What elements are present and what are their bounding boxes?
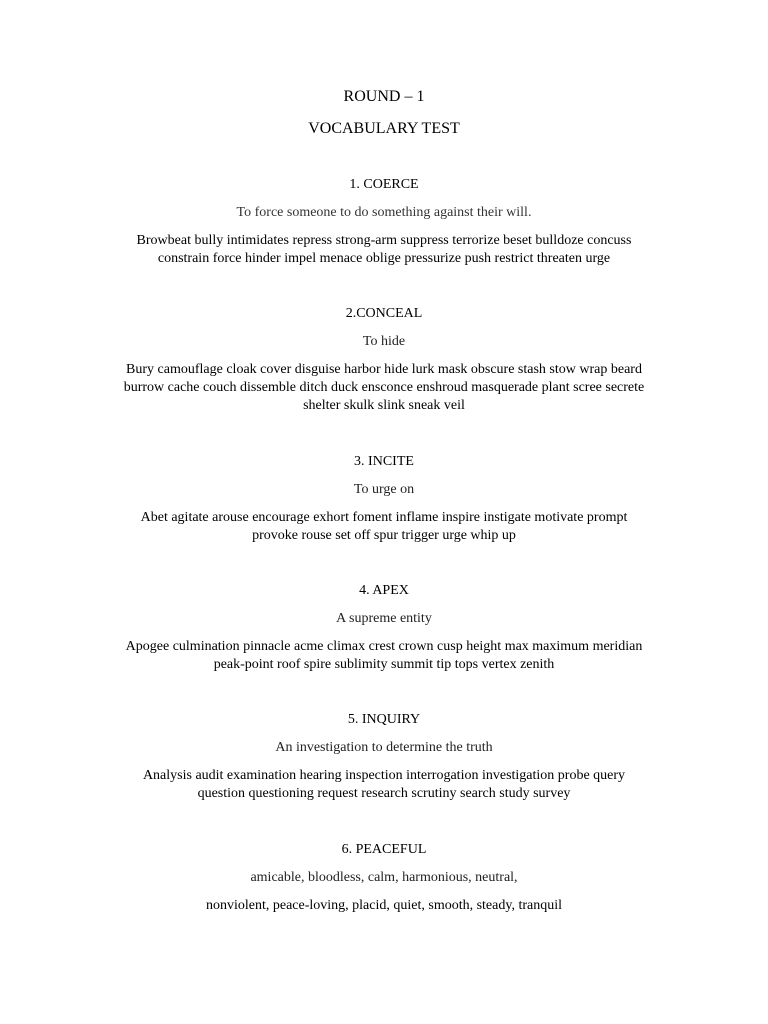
entry-synonyms [84, 638, 684, 674]
synonyms-line: Analysis audit examination hearing inspection interrogation investigation probe query [142, 768, 626, 783]
synonyms-line: provoke rouse set off spur trigger urge whip up [252, 528, 516, 543]
entry-synonyms [84, 509, 684, 545]
entry-word: 6. PEACEFUL [341, 842, 427, 857]
synonyms-line: burrow cache couch dissemble ditch duck ensconce enshroud masquerade plant scree secrete [123, 380, 645, 395]
entry-word: 5. INQUIRY [347, 712, 421, 727]
vocab-entry-peaceful [84, 841, 684, 915]
page-title: VOCABULARY TEST [308, 120, 460, 137]
entry-synonyms [84, 361, 684, 415]
entry-word: 3. INCITE [354, 454, 414, 469]
vocab-entry-incite [84, 453, 684, 545]
entry-definition: An investigation to determine the truth [275, 740, 493, 755]
synonyms-line: Abet agitate arouse encourage exhort foment inflame inspire instigate motivate prompt [140, 510, 628, 525]
entry-definition: amicable, bloodless, calm, harmonious, neutral, [250, 870, 518, 885]
entry-word: 4. APEX [359, 583, 409, 598]
entry-word: 2.CONCEAL [345, 306, 423, 321]
synonyms-line: nonviolent, peace-loving, placid, quiet, smooth, steady, tranquil [205, 898, 562, 913]
synonyms-line: Apogee culmination pinnacle acme climax crest crown cusp height max maximum meridian [125, 639, 643, 654]
synonyms-line: Browbeat bully intimidates repress strong-arm suppress terrorize beset bulldoze concuss [136, 233, 632, 248]
synonyms-line: peak-point roof spire sublimity summit tip tops vertex zenith [213, 657, 555, 672]
vocab-entry-coerce [84, 176, 684, 268]
entry-definition: To urge on [353, 482, 415, 497]
synonyms-line: shelter skulk slink sneak veil [303, 398, 465, 413]
entry-synonyms [84, 767, 684, 803]
entry-definition: A supreme entity [336, 611, 432, 626]
synonyms-line: question questioning request research scrutiny search study survey [197, 786, 571, 801]
vocab-entry-inquiry [84, 711, 684, 803]
synonyms-line: constrain force hinder impel menace oblige pressurize push restrict threaten urge [157, 251, 611, 266]
entry-definition: To force someone to do something against their will. [236, 205, 532, 220]
entry-synonyms [84, 232, 684, 268]
entry-synonyms [84, 897, 684, 915]
entry-word: 1. COERCE [349, 177, 419, 192]
round-heading: ROUND – 1 [343, 88, 425, 105]
synonyms-line: Bury camouflage cloak cover disguise harbor hide lurk mask obscure stash stow wrap beard [126, 362, 642, 377]
entry-definition: To hide [362, 334, 406, 349]
vocab-entry-apex [84, 582, 684, 674]
vocab-entry-conceal [84, 305, 684, 415]
